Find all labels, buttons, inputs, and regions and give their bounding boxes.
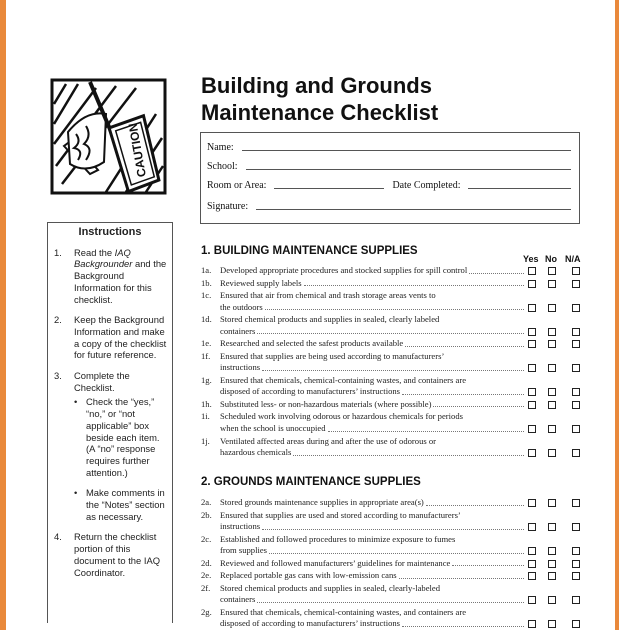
item-text: containers (220, 594, 256, 605)
no-checkbox[interactable] (548, 401, 556, 409)
yes-checkbox[interactable] (528, 547, 536, 555)
item-code: 2f. (201, 582, 211, 593)
yes-column-header: Yes (523, 254, 539, 264)
yes-checkbox[interactable] (528, 425, 536, 433)
signature-label: Signature: (207, 201, 249, 212)
checklist-item (201, 278, 586, 290)
name-field[interactable] (242, 149, 571, 151)
item-text: Ventilated affected areas during and after the use of odorous or (220, 435, 437, 446)
leader-dots (399, 570, 524, 579)
no-checkbox[interactable] (548, 547, 556, 555)
item-code: 1b. (201, 277, 212, 288)
instruction-step-4: 4. Return the checklist portion of this document to the IAQ Coordinator. (54, 531, 160, 578)
item-text: Substituted less- or non-hazardous materials (where possible) (220, 398, 432, 409)
item-text: Reviewed supply labels (220, 277, 302, 288)
leader-dots (257, 326, 524, 335)
na-checkbox[interactable] (572, 425, 580, 433)
item-code: 2g. (201, 606, 212, 617)
checklist-item (201, 351, 586, 374)
item-text: Ensured that chemicals, chemical-containing wastes, and containers are (220, 374, 467, 385)
item-text: Stored chemical products and supplies in sealed, clearly-labeled (220, 582, 441, 593)
title-line-1: Building and Grounds (201, 73, 432, 98)
no-checkbox[interactable] (548, 572, 556, 580)
title-line-2: Maintenance Checklist (201, 100, 439, 125)
na-checkbox[interactable] (572, 401, 580, 409)
checklist-item (201, 436, 586, 459)
leader-dots (265, 302, 524, 311)
leader-dots (262, 521, 524, 530)
leader-dots (469, 265, 524, 274)
na-checkbox[interactable] (572, 499, 580, 507)
item-text: from supplies (220, 545, 268, 556)
na-checkbox[interactable] (572, 596, 580, 604)
yes-checkbox[interactable] (528, 572, 536, 580)
leader-dots (402, 618, 524, 627)
item-code: 2d. (201, 557, 212, 568)
item-text: hazardous chemicals (220, 447, 292, 458)
room-field[interactable] (274, 187, 384, 189)
item-text: Ensured that chemicals, chemical-containing wastes, and containers are (220, 606, 467, 617)
item-text: Ensured that supplies are used and stored according to manufacturers’ (220, 509, 461, 520)
yes-checkbox[interactable] (528, 280, 536, 288)
checklist-item (201, 338, 586, 350)
no-checkbox[interactable] (548, 304, 556, 312)
school-label: School: (207, 161, 238, 172)
leader-dots (293, 447, 524, 456)
section-1-title: 1. BUILDING MAINTENANCE SUPPLIES (201, 245, 418, 257)
item-text: Established and followed procedures to minimize exposure to fumes (220, 533, 456, 544)
no-checkbox[interactable] (548, 449, 556, 457)
item-code: 2e. (201, 570, 212, 581)
item-text: instructions (220, 362, 261, 373)
na-checkbox[interactable] (572, 388, 580, 396)
na-checkbox[interactable] (572, 523, 580, 531)
name-row (207, 139, 571, 153)
checklist-item (201, 497, 586, 509)
instructions-panel (47, 222, 173, 623)
item-text: Stored chemical products and supplies in sealed, clearly labeled (220, 314, 440, 325)
leader-dots (269, 545, 524, 554)
item-text: Scheduled work involving odorous or hazardous chemicals for periods (220, 411, 463, 422)
yes-checkbox[interactable] (528, 560, 536, 568)
no-checkbox[interactable] (548, 596, 556, 604)
yes-checkbox[interactable] (528, 523, 536, 531)
leader-dots (426, 497, 524, 506)
item-text: containers (220, 325, 256, 336)
yes-checkbox[interactable] (528, 449, 536, 457)
item-text: Stored grounds maintenance supplies in appropriate area(s) (220, 497, 424, 507)
no-checkbox[interactable] (548, 499, 556, 507)
checklist-item (201, 265, 586, 277)
na-checkbox[interactable] (572, 572, 580, 580)
leader-dots (262, 362, 524, 371)
item-code: 1j. (201, 435, 210, 446)
signature-field[interactable] (256, 208, 571, 210)
na-checkbox[interactable] (572, 304, 580, 312)
checklist-item (201, 510, 586, 533)
item-text: Ensured that supplies are being used according to manufacturers’ (220, 350, 445, 361)
item-code: 1a. (201, 265, 212, 275)
na-checkbox[interactable] (572, 340, 580, 348)
na-checkbox[interactable] (572, 449, 580, 457)
checklist-item (201, 375, 586, 398)
item-text: disposed of according to manufacturers’ instructions (220, 386, 401, 397)
name-label: Name: (207, 142, 234, 153)
item-code: 1h. (201, 398, 212, 409)
yes-checkbox[interactable] (528, 364, 536, 372)
item-code: 1f. (201, 350, 211, 361)
no-checkbox[interactable] (548, 425, 556, 433)
leader-dots (433, 399, 524, 408)
page-border-left (0, 0, 6, 630)
item-text: Researched and selected the safest products available (220, 338, 404, 349)
leader-dots (452, 558, 524, 567)
no-checkbox[interactable] (548, 267, 556, 275)
item-text: the outdoors (220, 301, 263, 312)
leader-dots (328, 423, 525, 432)
yes-checkbox[interactable] (528, 596, 536, 604)
na-checkbox[interactable] (572, 620, 580, 628)
yes-checkbox[interactable] (528, 304, 536, 312)
yes-checkbox[interactable] (528, 499, 536, 507)
school-field[interactable] (246, 168, 571, 170)
no-checkbox[interactable] (548, 364, 556, 372)
no-checkbox[interactable] (548, 340, 556, 348)
room-label: Room or Area: (207, 180, 267, 191)
instruction-step-2: 2. Keep the Background Information and make a copy of the checklist for future reference. (54, 314, 167, 361)
yes-checkbox[interactable] (528, 620, 536, 628)
no-checkbox[interactable] (548, 388, 556, 396)
no-column-header: No (545, 254, 557, 264)
info-form (200, 132, 580, 224)
leader-dots (405, 338, 524, 347)
checklist-item (201, 314, 586, 337)
leader-dots (257, 594, 524, 603)
instruction-step-1: 1. Read the IAQ Backgrounder and the Background Information for this checklist. (54, 246, 167, 305)
checklist-item (201, 607, 586, 630)
checklist-item (201, 290, 586, 313)
school-row (207, 158, 571, 172)
na-checkbox[interactable] (572, 267, 580, 275)
leader-dots (304, 278, 524, 287)
item-text: Replaced portable gas cans with low-emission cans (220, 570, 397, 581)
item-code: 1c. (201, 290, 212, 300)
item-code: 1d. (201, 314, 212, 325)
section-2-title: 2. GROUNDS MAINTENANCE SUPPLIES (201, 476, 421, 488)
checklist-item (201, 534, 586, 557)
instruction-step-3: 3. Complete the Checklist. • Check the “yes,” “no,” or “not applicable” box beside each item. (A “no” response requires further attention.) • Make comments in the “Notes” section as necessary. (54, 370, 168, 522)
na-checkbox[interactable] (572, 364, 580, 372)
item-text: disposed of according to manufacturers’ instructions (220, 618, 401, 629)
no-checkbox[interactable] (548, 560, 556, 568)
date-field[interactable] (468, 187, 571, 189)
na-column-header: N/A (565, 254, 581, 264)
item-code: 1g. (201, 374, 212, 385)
leader-dots (402, 386, 524, 395)
item-text: Ensured that air from chemical and trash storage areas vents to (220, 290, 436, 300)
item-code: 1i. (201, 411, 210, 422)
checklist-item (201, 583, 586, 606)
item-text: when the school is unoccupied (220, 422, 326, 433)
no-checkbox[interactable] (548, 328, 556, 336)
yes-checkbox[interactable] (528, 340, 536, 348)
instructions-title: Instructions (78, 226, 142, 238)
page-border-right (615, 0, 619, 630)
item-code: 2c. (201, 533, 212, 544)
caution-bucket-mop-icon (46, 74, 171, 199)
item-text: Reviewed and followed manufacturers’ guidelines for maintenance (220, 557, 451, 568)
na-checkbox[interactable] (572, 560, 580, 568)
item-code: 2a. (201, 497, 212, 507)
checklist-item (201, 399, 586, 411)
instructions-list (48, 247, 172, 579)
instruction-bullet: • Check the “yes,” “no,” or “not applicable” box beside each item. (A “no” response requires further attention.) (74, 396, 168, 478)
checklist-item (201, 411, 586, 434)
na-checkbox[interactable] (572, 547, 580, 555)
yes-checkbox[interactable] (528, 267, 536, 275)
item-code: 1e. (201, 338, 212, 349)
date-label: Date Completed: (392, 180, 461, 191)
page-title (201, 72, 438, 126)
checklist-item (201, 558, 586, 570)
yes-checkbox[interactable] (528, 388, 536, 396)
na-checkbox[interactable] (572, 280, 580, 288)
instruction-bullet: • Make comments in the “Notes” section as necessary. (74, 487, 168, 522)
item-text: instructions (220, 521, 261, 532)
na-checkbox[interactable] (572, 328, 580, 336)
signature-row (207, 198, 571, 212)
item-code: 2b. (201, 509, 212, 520)
checklist-item (201, 570, 586, 582)
caution-sign-text: CAUTION (125, 121, 150, 179)
item-text: Developed appropriate procedures and stocked supplies for spill control (220, 265, 468, 275)
no-checkbox[interactable] (548, 620, 556, 628)
no-checkbox[interactable] (548, 523, 556, 531)
iaq-backgrounder-title: IAQ Backgrounder (74, 246, 133, 270)
room-date-row (207, 177, 571, 191)
yes-checkbox[interactable] (528, 328, 536, 336)
no-checkbox[interactable] (548, 280, 556, 288)
yes-checkbox[interactable] (528, 401, 536, 409)
instruction-step-3-bullets (74, 396, 168, 522)
